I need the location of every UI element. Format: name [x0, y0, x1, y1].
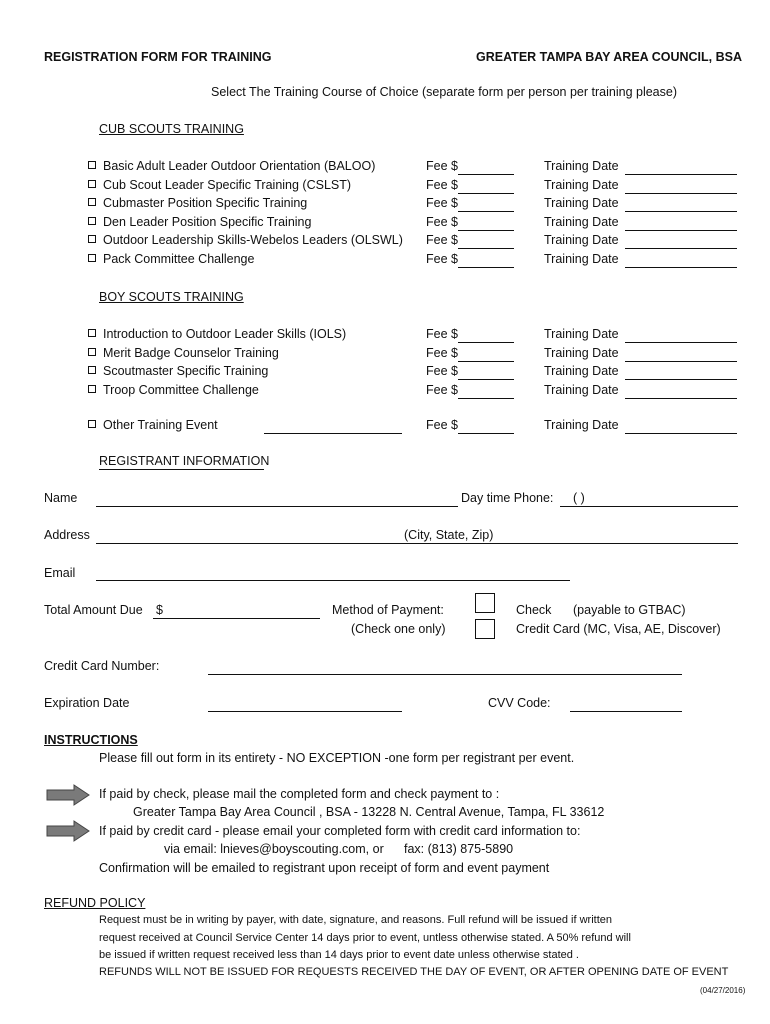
- fee-label: Fee $: [426, 364, 458, 379]
- training-date-field[interactable]: [625, 211, 737, 212]
- training-date-label: Training Date: [544, 382, 619, 397]
- cvv-label: CVV Code:: [488, 696, 551, 710]
- course-name: Basic Adult Leader Outdoor Orientation (BALOO): [103, 159, 376, 173]
- training-date-label: Training Date: [544, 418, 619, 432]
- contact-fax: fax: (813) 875-5890: [404, 842, 514, 856]
- cvv-field[interactable]: [570, 711, 682, 712]
- payable-note: (payable to GTBAC): [573, 603, 686, 617]
- phone-field[interactable]: [560, 506, 738, 507]
- refund-line: Request must be in writing by payer, with date, signature, and reasons. Full refund will be issued if written: [99, 914, 612, 926]
- contact-email: via email: lnieves@boyscouting.com, or: [164, 842, 384, 856]
- training-date-label: Training Date: [544, 252, 619, 266]
- fee-field[interactable]: [458, 193, 514, 194]
- refund-heading: REFUND POLICY: [44, 896, 146, 910]
- checkbox-icon[interactable]: [88, 348, 96, 356]
- fee-field[interactable]: [458, 174, 514, 175]
- training-date-field[interactable]: [625, 342, 737, 343]
- checkbox-icon[interactable]: [88, 198, 96, 206]
- training-date-label: Training Date: [544, 345, 619, 360]
- other-training-label: Other Training Event: [103, 418, 218, 432]
- payment-method-label: Method of Payment:: [332, 603, 444, 617]
- course-option[interactable]: [88, 327, 346, 341]
- fee-field[interactable]: [458, 230, 514, 231]
- mailing-address: Greater Tampa Bay Area Council , BSA - 13228 N. Central Avenue, Tampa, FL 33612: [133, 805, 605, 819]
- fee-label: Fee $: [426, 233, 458, 248]
- total-due-field[interactable]: [153, 618, 320, 619]
- course-name: Scoutmaster Specific Training: [103, 364, 269, 379]
- other-training-option[interactable]: [88, 418, 218, 432]
- checkbox-icon[interactable]: [88, 385, 96, 393]
- training-date-label: Training Date: [544, 159, 619, 173]
- expiration-field[interactable]: [208, 711, 402, 712]
- select-instruction: Select The Training Course of Choice (separate form per person per training please): [211, 85, 677, 99]
- fee-field[interactable]: [458, 211, 514, 212]
- training-date-field[interactable]: [625, 361, 737, 362]
- course-name: Troop Committee Challenge: [103, 382, 259, 397]
- course-option[interactable]: [88, 233, 403, 247]
- fee-label: Fee $: [426, 345, 458, 360]
- training-date-label: Training Date: [544, 214, 619, 229]
- arrow-right-icon: [46, 784, 90, 806]
- name-label: Name: [44, 491, 78, 505]
- email-label: Email: [44, 566, 76, 580]
- check-option-label: Check: [516, 603, 552, 617]
- registrant-heading: REGISTRANT INFORMATION: [99, 454, 270, 468]
- course-name: Outdoor Leadership Skills-Webelos Leaders (OLSWL): [103, 233, 403, 248]
- fee-field[interactable]: [458, 379, 514, 380]
- fee-field[interactable]: [458, 398, 514, 399]
- training-date-label: Training Date: [544, 177, 619, 192]
- boy-heading: BOY SCOUTS TRAINING: [99, 290, 244, 304]
- fee-field[interactable]: [458, 248, 514, 249]
- course-name: Den Leader Position Specific Training: [103, 214, 312, 229]
- checkbox-icon[interactable]: [88, 329, 96, 337]
- checkbox-icon[interactable]: [88, 366, 96, 374]
- confirmation-note: Confirmation will be emailed to registrant upon receipt of form and event payment: [99, 861, 550, 875]
- total-due-label: Total Amount Due: [44, 603, 143, 617]
- credit-instruction: If paid by credit card - please email your completed form with credit card information to:: [99, 824, 581, 838]
- instructions-heading: INSTRUCTIONS: [44, 733, 138, 747]
- course-name: Cubmaster Position Specific Training: [103, 196, 308, 211]
- fee-field[interactable]: [458, 342, 514, 343]
- fee-label: Fee $: [426, 196, 458, 211]
- training-date-field[interactable]: [625, 174, 737, 175]
- course-option[interactable]: [88, 159, 375, 173]
- phone-label: Day time Phone:: [461, 491, 554, 505]
- course-option[interactable]: [88, 196, 307, 210]
- fee-label: Fee $: [426, 327, 458, 341]
- refund-line: be issued if written request received less than 14 days prior to event date unless otherwise stated .: [99, 949, 579, 961]
- training-date-field[interactable]: [625, 267, 737, 268]
- fee-field[interactable]: [458, 267, 514, 268]
- arrow-right-icon: [46, 820, 90, 842]
- course-name: Pack Committee Challenge: [103, 252, 255, 266]
- fee-label: Fee $: [426, 159, 458, 173]
- fee-label: Fee $: [426, 418, 458, 432]
- address-label: Address: [44, 528, 90, 542]
- course-option[interactable]: [88, 364, 268, 378]
- instructions-line-1: Please fill out form in its entirety - NO EXCEPTION -one form per registrant per event.: [99, 751, 575, 765]
- training-date-label: Training Date: [544, 196, 619, 211]
- phone-area-code: ( ): [573, 491, 585, 505]
- dollar-sign: $: [156, 603, 163, 617]
- course-name: Merit Badge Counselor Training: [103, 345, 279, 360]
- course-option[interactable]: [88, 252, 254, 266]
- course-name: Introduction to Outdoor Leader Skills (IOLS): [103, 327, 347, 341]
- refund-line: request received at Council Service Center 14 days prior to event, untless otherwise stated. A 50% refund will: [99, 932, 631, 944]
- fee-label: Fee $: [426, 252, 458, 266]
- training-date-field[interactable]: [625, 379, 737, 380]
- form-title: REGISTRATION FORM FOR TRAINING: [44, 50, 272, 64]
- fee-label: Fee $: [426, 214, 458, 229]
- check-instruction: If paid by check, please mail the completed form and check payment to :: [99, 787, 500, 801]
- fee-field[interactable]: [458, 361, 514, 362]
- cc-number-field[interactable]: [208, 674, 682, 675]
- other-date-field[interactable]: [625, 433, 737, 434]
- training-date-label: Training Date: [544, 364, 619, 379]
- checkbox-icon[interactable]: [88, 217, 96, 225]
- checkbox-icon[interactable]: [88, 180, 96, 188]
- refund-line: REFUNDS WILL NOT BE ISSUED FOR REQUESTS RECEIVED THE DAY OF EVENT, OR AFTER OPENING DATE OF EVENT: [99, 966, 729, 978]
- check-payment-checkbox[interactable]: [475, 593, 495, 613]
- course-name: Cub Scout Leader Specific Training (CSLST): [103, 177, 352, 192]
- training-date-field[interactable]: [625, 398, 737, 399]
- training-date-field[interactable]: [625, 193, 737, 194]
- credit-payment-checkbox[interactable]: [475, 619, 495, 639]
- checkbox-icon[interactable]: [88, 161, 96, 169]
- cub-heading: CUB SCOUTS TRAINING: [99, 122, 244, 136]
- fee-label: Fee $: [426, 177, 458, 192]
- other-fee-field[interactable]: [458, 433, 514, 434]
- checkbox-icon[interactable]: [88, 420, 96, 428]
- course-option[interactable]: [88, 178, 351, 192]
- cc-number-label: Credit Card Number:: [44, 659, 160, 673]
- training-date-label: Training Date: [544, 233, 619, 248]
- course-option[interactable]: [88, 215, 311, 229]
- name-field[interactable]: [96, 506, 458, 507]
- revision-date: (04/27/2016): [700, 986, 746, 995]
- credit-option-label: Credit Card (MC, Visa, AE, Discover): [516, 622, 721, 636]
- training-date-label: Training Date: [544, 327, 619, 341]
- expiration-label: Expiration Date: [44, 696, 130, 710]
- checkbox-icon[interactable]: [88, 235, 96, 243]
- email-field[interactable]: [96, 580, 570, 581]
- course-option[interactable]: [88, 383, 259, 397]
- check-one-hint: (Check one only): [351, 622, 446, 636]
- training-date-field[interactable]: [625, 230, 737, 231]
- city-state-zip-hint: (City, State, Zip): [404, 528, 494, 542]
- fee-label: Fee $: [426, 382, 458, 397]
- checkbox-icon[interactable]: [88, 254, 96, 262]
- other-event-name-field[interactable]: [264, 433, 402, 434]
- address-field[interactable]: [96, 543, 738, 544]
- course-option[interactable]: [88, 346, 279, 360]
- council-name: GREATER TAMPA BAY AREA COUNCIL, BSA: [476, 50, 742, 64]
- training-date-field[interactable]: [625, 248, 737, 249]
